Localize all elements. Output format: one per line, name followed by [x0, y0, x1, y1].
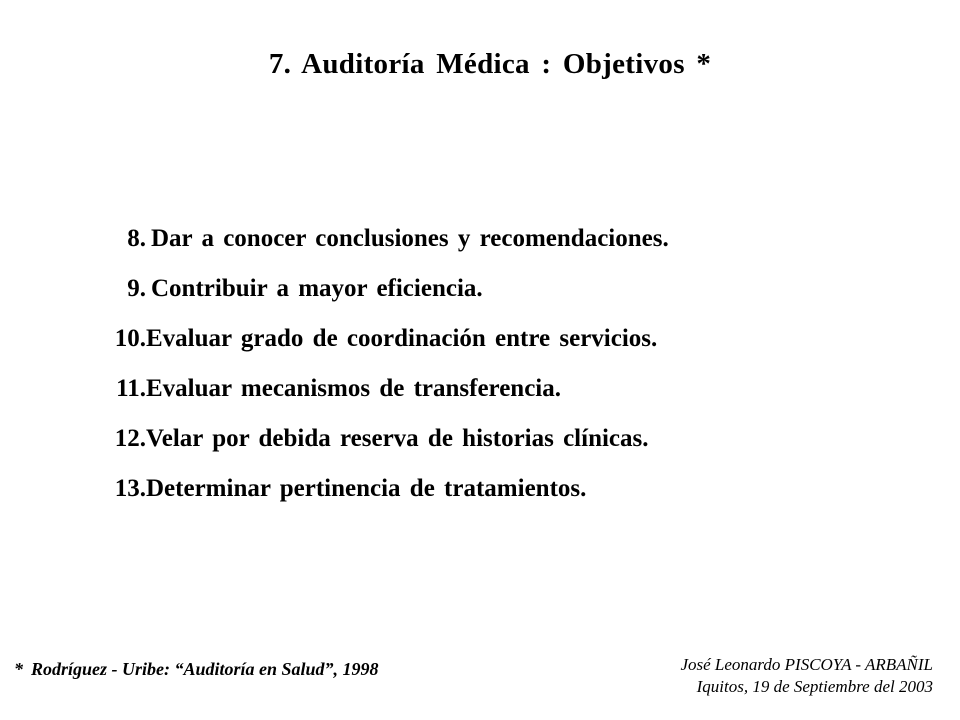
slide-title: 7. Auditoría Médica : Objetivos *	[268, 48, 712, 80]
place-date: Iquitos, 19 de Septiembre del 2003	[696, 677, 933, 696]
citation	[14, 659, 379, 680]
objective-text: Contribuir a mayor eficiencia.	[151, 275, 483, 302]
objective-number: 8.	[127, 225, 146, 252]
objective-text: Evaluar grado de coordinación entre servicios.	[146, 325, 658, 352]
objective-item	[105, 368, 669, 418]
objective-item	[105, 218, 669, 268]
objective-number: 13.	[114, 475, 146, 502]
objective-number: 10.	[114, 325, 146, 352]
objective-text: Dar a conocer conclusiones y recomendaciones.	[151, 225, 669, 252]
objective-item	[105, 468, 669, 518]
objective-number: 12.	[114, 425, 146, 452]
author-name: José Leonardo PISCOYA - ARBAÑIL	[680, 655, 933, 674]
objective-text: Determinar pertinencia de tratamientos.	[146, 475, 587, 502]
objective-number: 11.	[116, 375, 146, 402]
objective-item	[105, 318, 669, 368]
author-block	[533, 654, 933, 698]
citation-text: Rodríguez - Uribe: “Auditoría en Salud”, 1998	[31, 659, 379, 679]
objective-item	[105, 418, 669, 468]
citation-marker: *	[14, 659, 23, 679]
objective-text: Evaluar mecanismos de transferencia.	[146, 375, 561, 402]
objective-number: 9.	[127, 275, 146, 302]
objective-item	[105, 268, 669, 318]
objective-text: Velar por debida reserva de historias clínicas.	[146, 425, 649, 452]
objectives-list	[105, 218, 669, 518]
